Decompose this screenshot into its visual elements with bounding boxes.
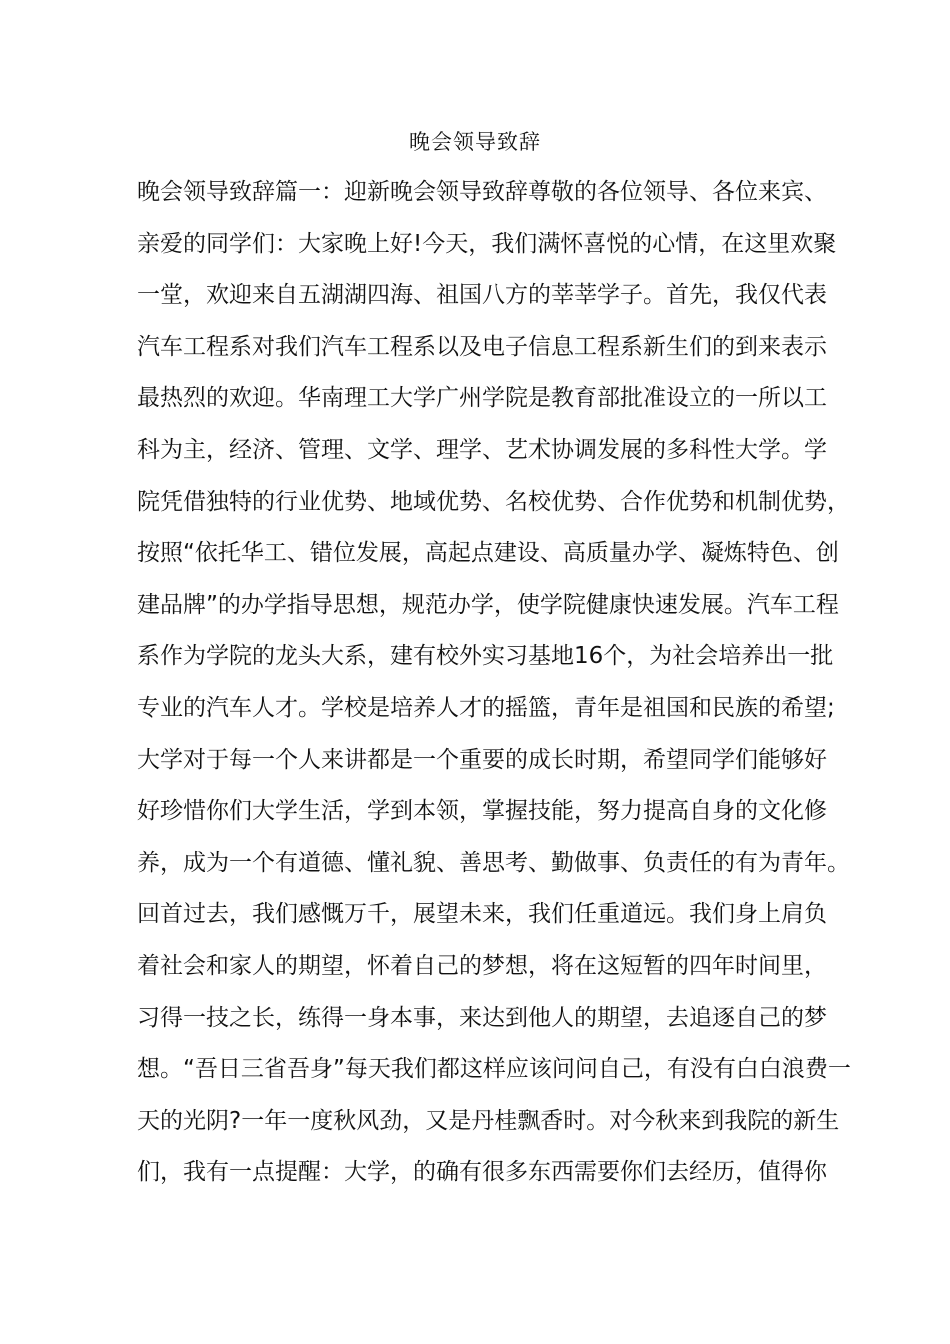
body-line: 习得一技之长，练得一身本事，来达到他人的期望，去追逐自己的梦 xyxy=(137,1004,827,1031)
body-line: 好珍惜你们大学生活，学到本领，掌握技能，努力提高自身的文化修 xyxy=(137,798,827,825)
body-line: 亲爱的同学们：大家晚上好!今天，我们满怀喜悦的心情，在这里欢聚 xyxy=(137,230,837,257)
body-line: 天的光阴?一年一度秋风劲，又是丹桂飘香时。对今秋来到我院的新生 xyxy=(137,1107,840,1134)
body-line: 汽车工程系对我们汽车工程系以及电子信息工程系新生们的到来表示 xyxy=(137,333,827,360)
body-line: 最热烈的欢迎。华南理工大学广州学院是教育部批准设立的一所以工 xyxy=(137,385,827,412)
document-title: 晚会领导致辞 xyxy=(409,130,541,154)
body-line: 系作为学院的龙头大系，建有校外实习基地16个，为社会培养出一批 xyxy=(137,643,834,670)
document-body xyxy=(137,167,851,1199)
body-line: 按照“依托华工、错位发展，高起点建设、高质量办学、凝炼特色、创 xyxy=(137,540,839,567)
body-line: 养，成为一个有道德、懂礼貌、善思考、勤做事、负责任的有为青年。 xyxy=(137,849,850,876)
body-line: 专业的汽车人才。学校是培养人才的摇篮，青年是祖国和民族的希望; xyxy=(137,694,835,721)
body-line: 一堂，欢迎来自五湖湖四海、祖国八方的莘莘学子。首先，我仅代表 xyxy=(137,282,827,309)
body-line: 建品牌”的办学指导思想，规范办学，使学院健康快速发展。汽车工程 xyxy=(137,591,839,618)
body-line: 们，我有一点提醒：大学，的确有很多东西需要你们去经历，值得你 xyxy=(137,1159,827,1186)
body-line: 回首过去，我们感慨万千，展望未来，我们任重道远。我们身上肩负 xyxy=(137,901,827,928)
body-line: 着社会和家人的期望，怀着自己的梦想，将在这短暂的四年时间里， xyxy=(137,952,827,979)
body-line: 想。“吾日三省吾身”每天我们都这样应该问问自己，有没有白白浪费一 xyxy=(137,1056,851,1083)
body-line: 科为主，经济、管理、文学、理学、艺术协调发展的多科性大学。学 xyxy=(137,436,827,463)
body-line: 院凭借独特的行业优势、地域优势、名校优势、合作优势和机制优势， xyxy=(137,488,850,515)
body-line: 大学对于每一个人来讲都是一个重要的成长时期，希望同学们能够好 xyxy=(137,746,827,773)
body-line: 晚会领导致辞篇一：迎新晚会领导致辞尊敬的各位领导、各位来宾、 xyxy=(137,179,827,205)
